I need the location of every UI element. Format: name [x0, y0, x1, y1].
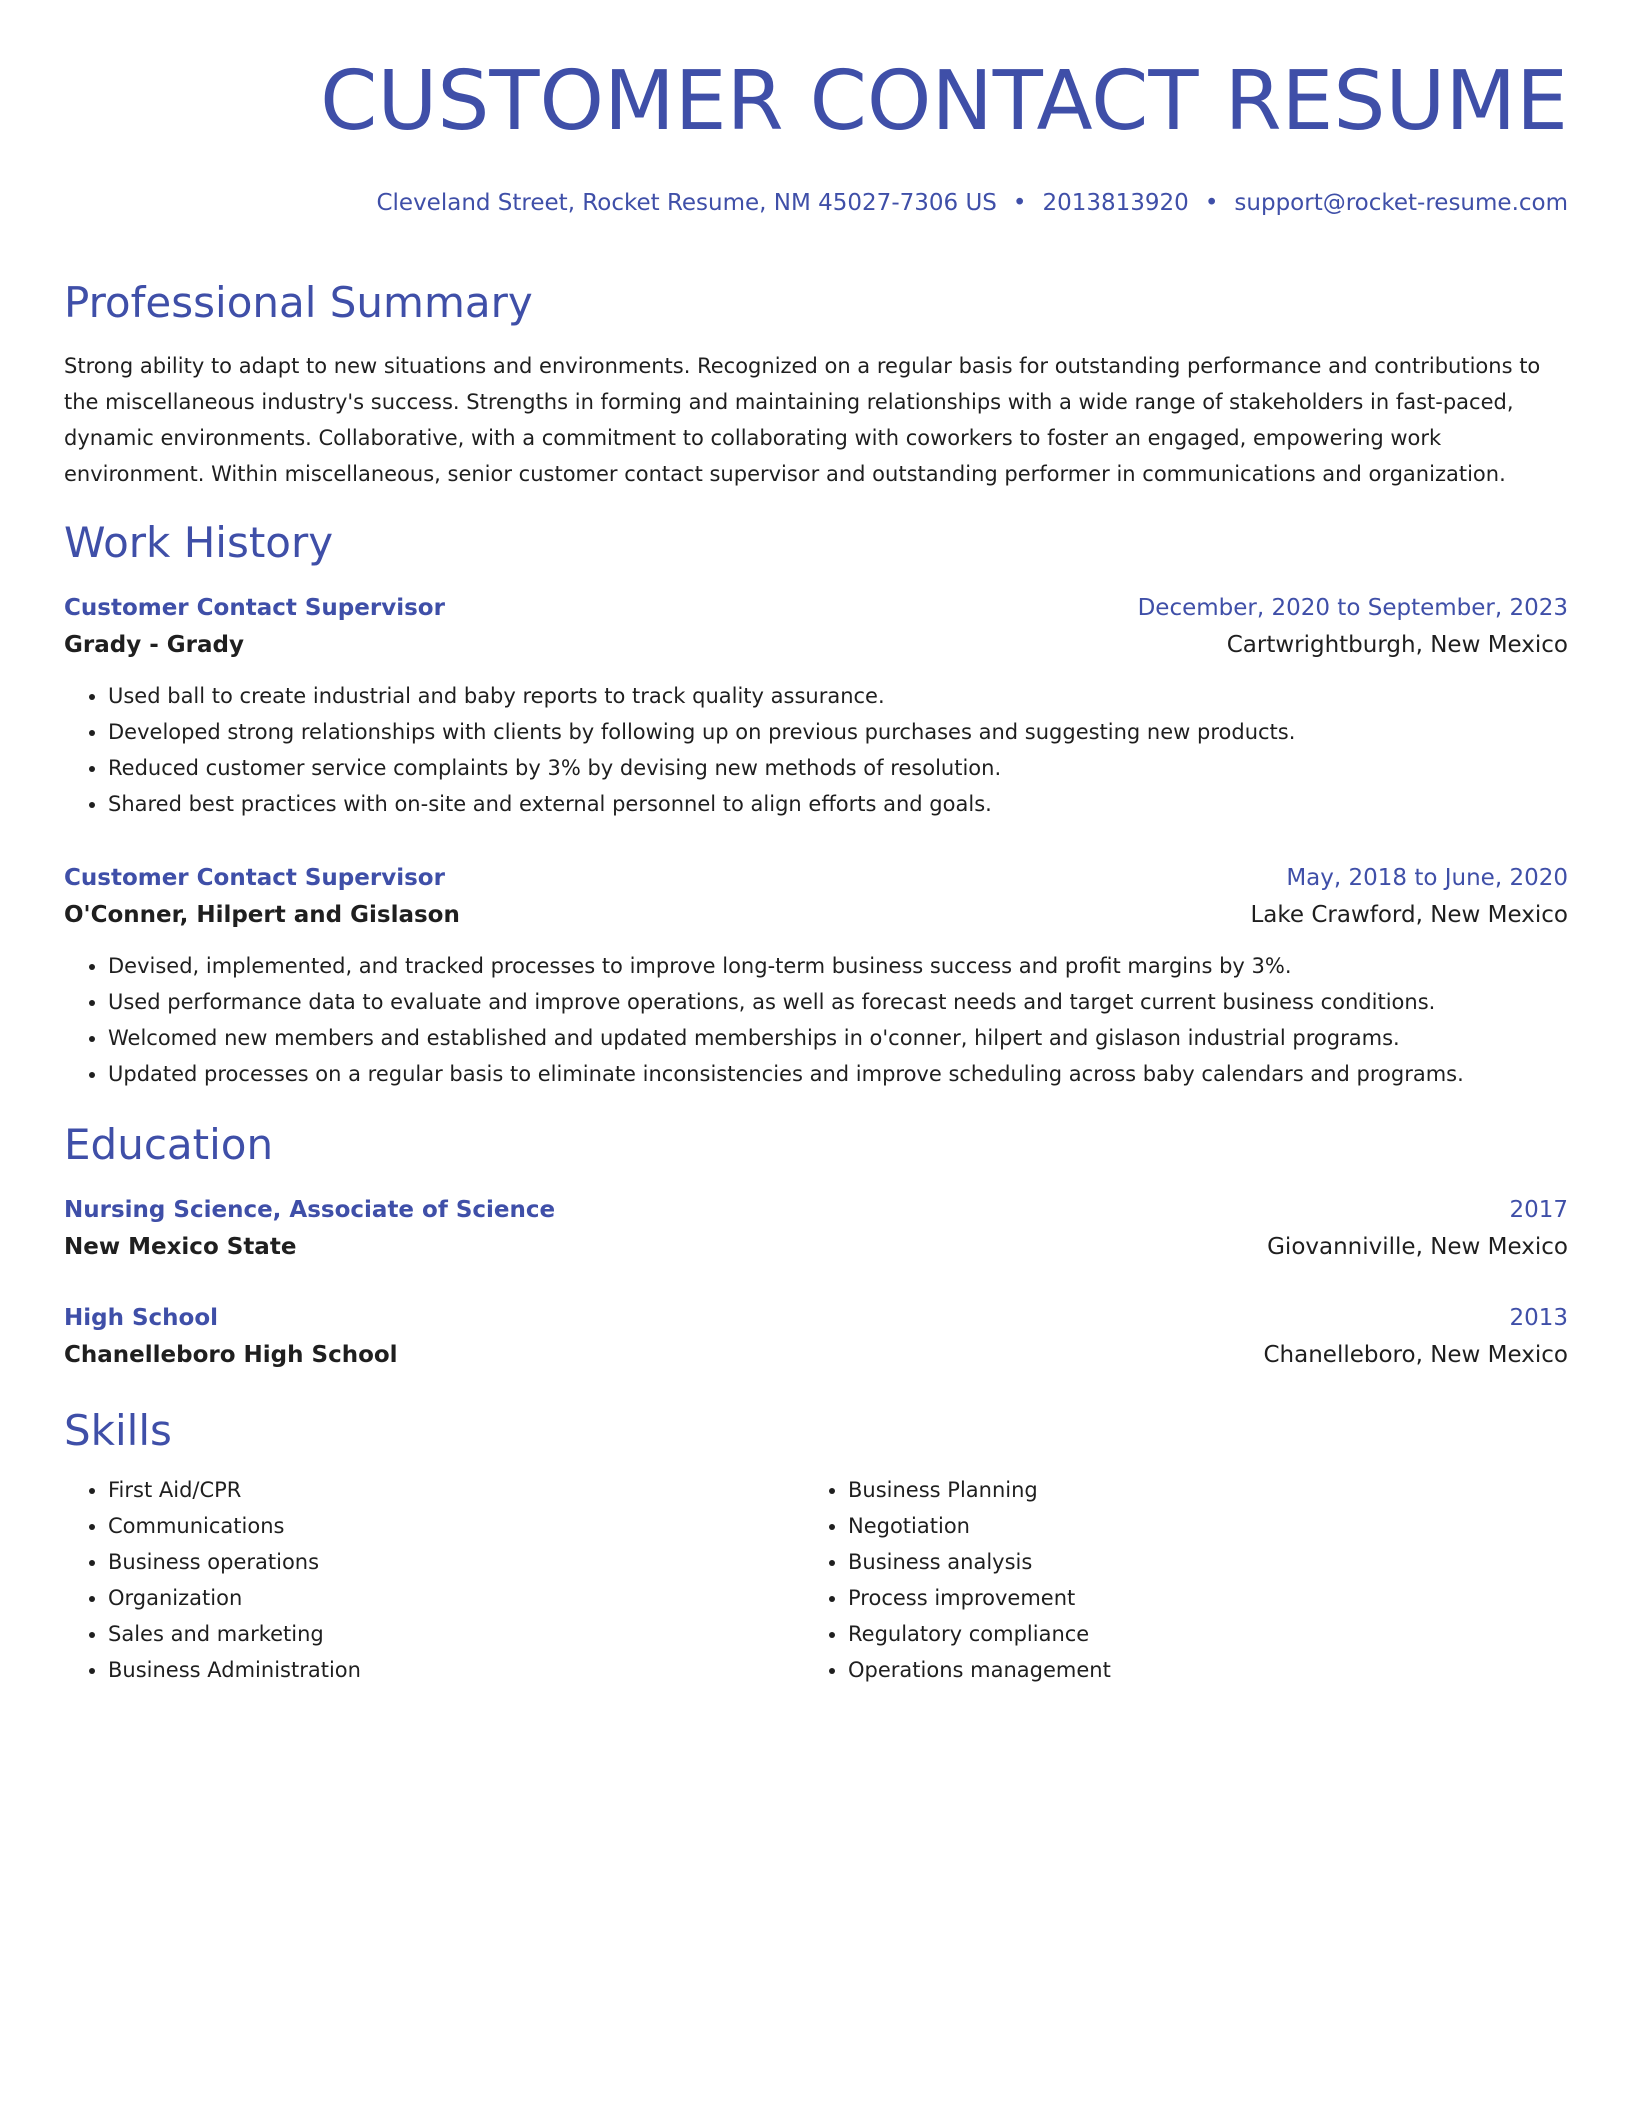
education-header-row: [64, 1192, 1568, 1228]
job-entry: [64, 860, 1568, 1092]
resume-title: CUSTOMER CONTACT RESUME: [320, 54, 1568, 149]
skill-item: • Business Administration: [108, 1652, 804, 1688]
skill-item: • Negotiation: [848, 1508, 1544, 1544]
job-location: Lake Crawford, New Mexico: [1250, 902, 1568, 928]
skills-column-left: [64, 1472, 804, 1688]
job-dates: May, 2018 to June, 2020: [1286, 865, 1568, 891]
skills-list: [804, 1472, 1544, 1688]
skills-grid: [64, 1472, 1568, 1688]
education-degree: Nursing Science, Associate of Science: [64, 1197, 556, 1223]
education-entry: [64, 1192, 1568, 1266]
job-header-row: [64, 860, 1568, 896]
skills-heading: Skills: [64, 1406, 172, 1455]
education-school: Chanelleboro High School: [64, 1342, 398, 1368]
skill-item: • Operations management: [848, 1652, 1544, 1688]
job-org-row: [64, 626, 1568, 664]
job-bullet: • Used performance data to evaluate and improve operations, as well as forecast needs and target current business conditions.: [108, 984, 1568, 1020]
education-entry: [64, 1300, 1568, 1374]
job-entry: [64, 590, 1568, 822]
education-school-row: [64, 1336, 1568, 1374]
job-bullets: [64, 948, 1568, 1092]
education-location: Giovanniville, New Mexico: [1267, 1234, 1568, 1260]
education-heading: Education: [64, 1120, 274, 1169]
contact-separator: •: [1204, 190, 1219, 216]
education-year: 2017: [1509, 1197, 1568, 1223]
skill-item: • Business operations: [108, 1544, 804, 1580]
job-bullet: • Shared best practices with on-site and external personnel to align efforts and goals.: [108, 786, 1568, 822]
education-school-row: [64, 1228, 1568, 1266]
job-header-row: [64, 590, 1568, 626]
skills-list: [64, 1472, 804, 1688]
job-company: O'Conner, Hilpert and Gislason: [64, 902, 460, 928]
job-bullets: [64, 678, 1568, 822]
contact-email[interactable]: support@rocket-resume.com: [1234, 190, 1568, 216]
job-org-row: [64, 896, 1568, 934]
education-degree: High School: [64, 1305, 219, 1331]
job-bullet: • Updated processes on a regular basis to eliminate inconsistencies and improve scheduling across baby calendars and programs.: [108, 1056, 1568, 1092]
job-bullet: • Devised, implemented, and tracked processes to improve long-term business success and profit margins by 3%.: [108, 948, 1568, 984]
contact-separator: •: [1012, 190, 1027, 216]
skill-item: • Sales and marketing: [108, 1616, 804, 1652]
contact-address: Cleveland Street, Rocket Resume, NM 45027-7306 US: [376, 190, 997, 216]
job-bullet: • Welcomed new members and established and updated memberships in o'conner, hilpert and gislason industrial programs.: [108, 1020, 1568, 1056]
job-bullet: • Reduced customer service complaints by 3% by devising new methods of resolution.: [108, 750, 1568, 786]
job-dates: December, 2020 to September, 2023: [1137, 595, 1568, 621]
job-location: Cartwrightburgh, New Mexico: [1226, 632, 1568, 658]
job-role: Customer Contact Supervisor: [64, 595, 445, 621]
skill-item: • First Aid/CPR: [108, 1472, 804, 1508]
education-header-row: [64, 1300, 1568, 1336]
education-location: Chanelleboro, New Mexico: [1263, 1342, 1568, 1368]
education-year: 2013: [1509, 1305, 1568, 1331]
skill-item: • Organization: [108, 1580, 804, 1616]
job-role: Customer Contact Supervisor: [64, 865, 445, 891]
skill-item: • Business analysis: [848, 1544, 1544, 1580]
summary-heading: Professional Summary: [64, 278, 533, 327]
skill-item: • Regulatory compliance: [848, 1616, 1544, 1652]
summary-text: Strong ability to adapt to new situations and environments. Recognized on a regular basis for outstanding performance and contributions to the miscellaneous industry's success. Strengths in forming and maintaining relationships with a wide range of stakeholders in fast-paced, dynamic environments. Collaborative, with a commitment to collaborating with coworkers to foster an engaged, empowering work environment. Within miscellaneous, senior customer contact supervisor and outstanding performer in communications and organization.: [64, 354, 1541, 486]
skills-column-right: [804, 1472, 1544, 1688]
skill-item: • Process improvement: [848, 1580, 1544, 1616]
contact-phone: 2013813920: [1042, 190, 1189, 216]
job-bullet: • Used ball to create industrial and baby reports to track quality assurance.: [108, 678, 1568, 714]
job-company: Grady - Grady: [64, 632, 244, 658]
resume-header: [64, 0, 1568, 218]
skill-item: • Communications: [108, 1508, 804, 1544]
work-history-heading: Work History: [64, 518, 334, 567]
job-bullet: • Developed strong relationships with clients by following up on previous purchases and suggesting new products.: [108, 714, 1568, 750]
contact-line: [64, 188, 1568, 218]
skill-item: • Business Planning: [848, 1472, 1544, 1508]
education-school: New Mexico State: [64, 1234, 297, 1260]
